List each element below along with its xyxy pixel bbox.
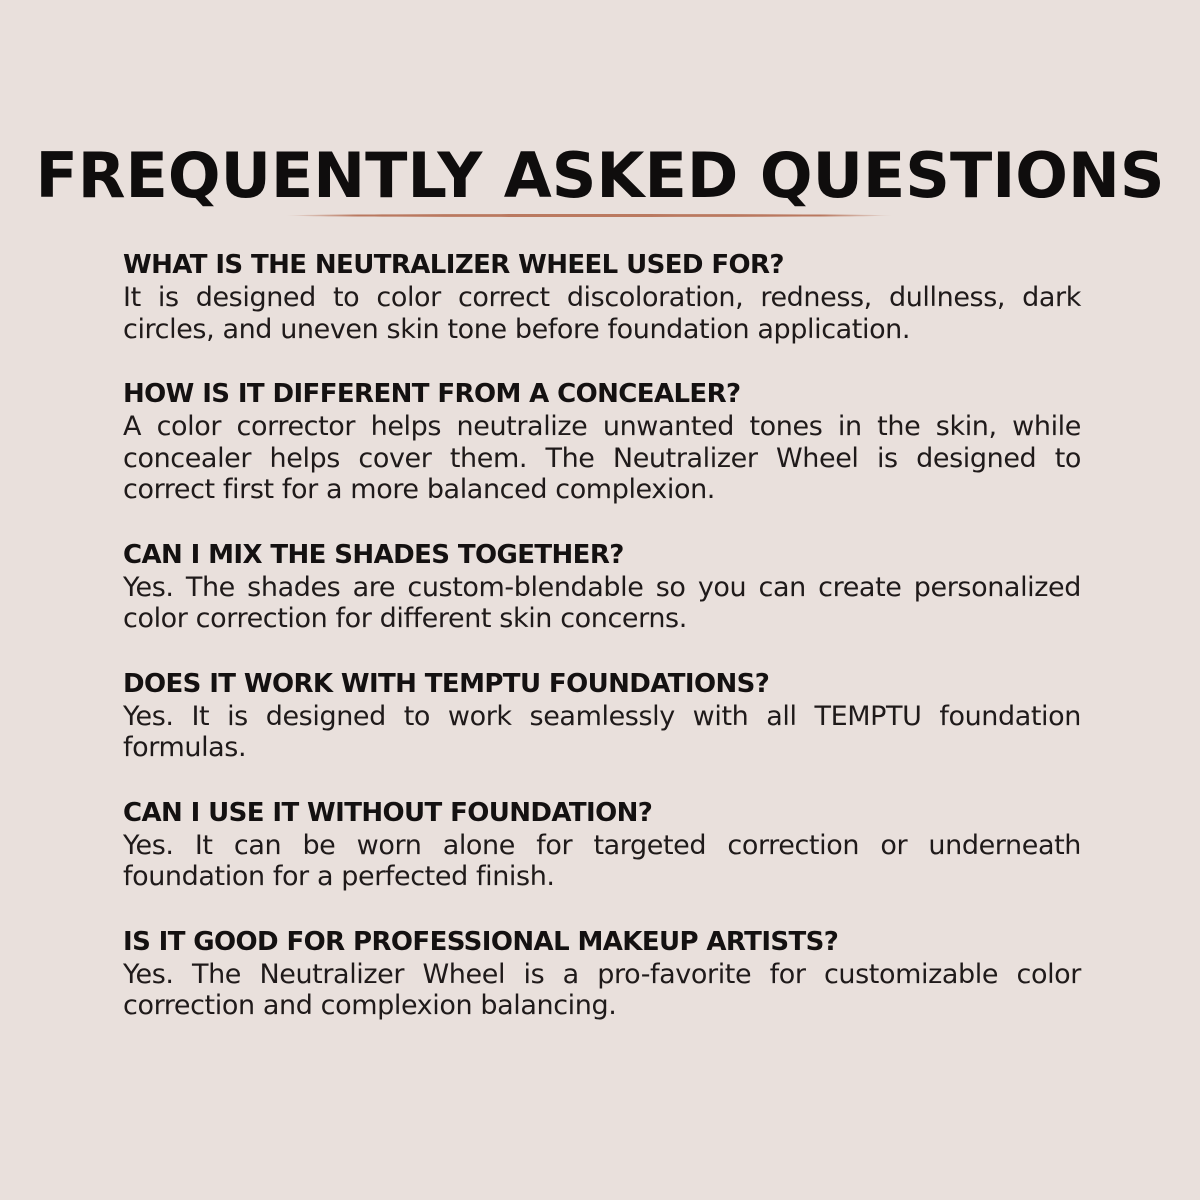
faq-question: CAN I MIX THE SHADES TOGETHER?: [123, 539, 624, 570]
faq-question: WHAT IS THE NEUTRALIZER WHEEL USED FOR?: [123, 250, 784, 280]
faq-question: IS IT GOOD FOR PROFESSIONAL MAKEUP ARTISTS?: [123, 926, 839, 957]
title-divider: [285, 214, 893, 217]
faq-answer: Yes. The shades are custom-blendable so you can create personalized color correction for different skin concerns.: [123, 571, 1081, 634]
faq-question: DOES IT WORK WITH TEMPTU FOUNDATIONS?: [123, 668, 770, 699]
faq-item: [123, 667, 1081, 764]
faq-question: CAN I USE IT WITHOUT FOUNDATION?: [123, 797, 653, 828]
faq-item: [123, 377, 1081, 506]
faq-list: [123, 248, 1081, 1054]
faq-answer: Yes. It is designed to work seamlessly with all TEMPTU foundation formulas.: [123, 700, 1081, 763]
faq-answer: It is designed to color correct discoloration, redness, dullness, dark circles, and uneven skin tone before foundation application.: [123, 282, 1081, 345]
faq-item: [123, 796, 1081, 893]
faq-item: [123, 248, 1081, 345]
faq-answer: A color corrector helps neutralize unwanted tones in the skin, while concealer helps cover them. The Neutralizer Wheel is designed to correct first for a more balanced complexion.: [123, 411, 1081, 505]
faq-answer: Yes. It can be worn alone for targeted correction or underneath foundation for a perfected finish.: [123, 829, 1081, 892]
faq-item: [123, 538, 1081, 635]
faq-question: HOW IS IT DIFFERENT FROM A CONCEALER?: [123, 379, 741, 409]
faq-answer: Yes. The Neutralizer Wheel is a pro-favorite for customizable color correction and complexion balancing.: [123, 958, 1081, 1021]
page-title: FREQUENTLY ASKED QUESTIONS: [35, 139, 1165, 212]
faq-item: [123, 925, 1081, 1022]
